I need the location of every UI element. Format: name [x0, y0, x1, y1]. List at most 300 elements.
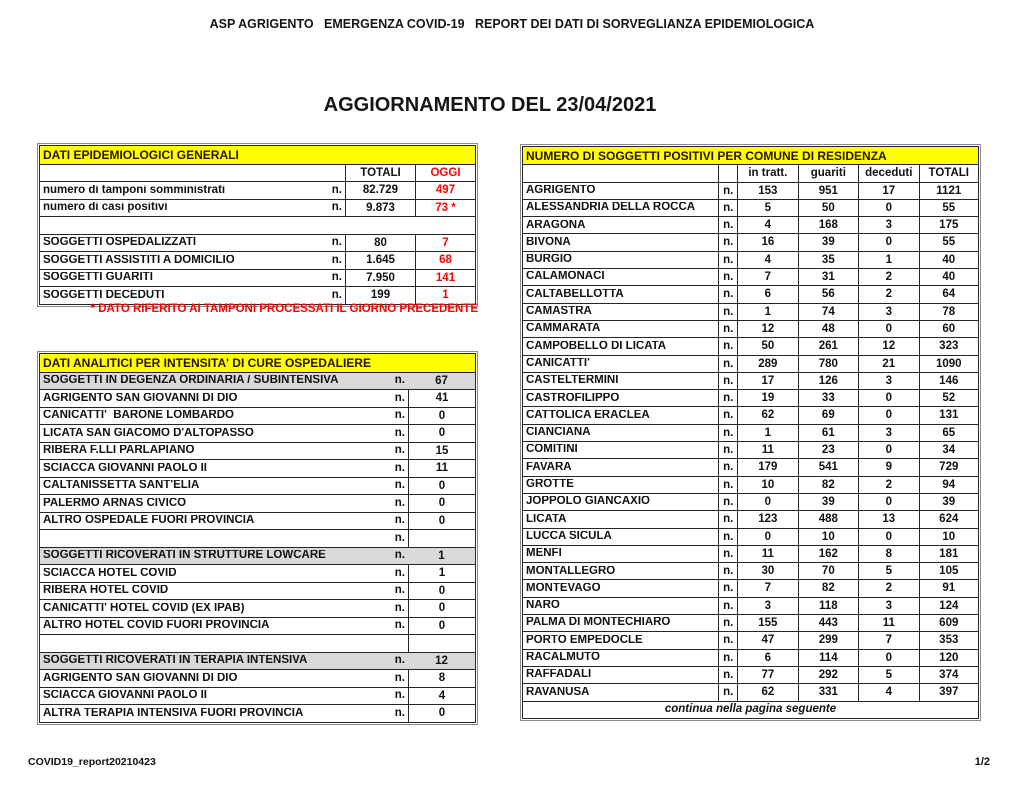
n-prefix: n. [331, 254, 342, 266]
guariti-value: 10 [798, 529, 858, 545]
deceduti-value: 0 [858, 407, 918, 423]
totali-value: 729 [919, 459, 978, 475]
tamponi-footnote: * DATO RIFERITO AI TAMPONI PROCESSATI IL GIORNO PRECEDENTE [90, 303, 478, 315]
guariti-value: 39 [798, 234, 858, 250]
table-row [523, 320, 978, 337]
table-row [40, 216, 475, 234]
table-row [40, 704, 475, 722]
table-row [523, 476, 978, 493]
hospital-care-intensity-table-grid [39, 353, 476, 723]
n-prefix: n. [394, 672, 405, 684]
n-prefix: n. [394, 690, 405, 701]
guariti-value: 39 [798, 494, 858, 510]
row-value: 1 [408, 565, 475, 582]
row-label-cell [40, 688, 408, 705]
comune-name: CAMMARATA [526, 323, 601, 335]
totali-value: 374 [919, 667, 978, 683]
table-row [523, 372, 978, 389]
comune-name: ALESSANDRIA DELLA ROCCA [526, 202, 696, 214]
table-row [40, 564, 475, 582]
table-row [40, 442, 475, 460]
comune-name-cell [523, 425, 718, 441]
row-label: AGRIGENTO SAN GIOVANNI DI DIO [43, 392, 238, 404]
n-prefix: n. [394, 707, 405, 719]
in-tratt-value: 7 [737, 269, 797, 285]
totali-value: 7.950 [345, 270, 415, 287]
row-value: 12 [435, 654, 448, 667]
table-row [523, 562, 978, 579]
comune-name: MENFI [526, 548, 562, 560]
row-label-cell [40, 513, 408, 530]
deceduti-value: 2 [858, 580, 918, 596]
in-tratt-value: 0 [737, 494, 797, 510]
row-label: numero di tamponi somministrati [43, 184, 226, 196]
n-prefix: n. [718, 459, 737, 475]
deceduti-value: 0 [858, 494, 918, 510]
in-tratt-value: 4 [737, 217, 797, 233]
deceduti-value: 5 [858, 667, 918, 683]
totali-column-header: TOTALI [345, 165, 415, 182]
row-value: 11 [408, 460, 475, 477]
row-label: SOGGETTI GUARITI [43, 272, 153, 283]
row-label-cell [40, 373, 408, 390]
n-prefix: n. [394, 602, 405, 614]
deceduti-value: 0 [858, 390, 918, 406]
n-prefix: n. [718, 304, 737, 320]
comune-name: COMITINI [526, 444, 578, 456]
comune-name: LICATA [526, 513, 567, 525]
n-prefix: n. [394, 497, 405, 509]
table-row [40, 372, 475, 390]
row-label: ALTRO OSPEDALE FUORI PROVINCIA [43, 515, 255, 526]
guariti-value: 331 [798, 684, 858, 700]
in-tratt-value: 153 [737, 183, 797, 199]
guariti-value: 168 [798, 217, 858, 233]
n-prefix: n. [718, 338, 737, 354]
comune-name: BIVONA [526, 236, 571, 248]
comune-name: CAMASTRA [526, 306, 592, 318]
deceduti-value: 5 [858, 563, 918, 579]
totali-value: 91 [919, 580, 978, 596]
guariti-value: 126 [798, 373, 858, 389]
guariti-value: 82 [798, 477, 858, 493]
comune-name: GROTTE [526, 479, 574, 491]
totali-value: 34 [919, 442, 978, 458]
table-row [523, 493, 978, 510]
comune-name-cell [523, 407, 718, 423]
comune-name: NARO [526, 600, 560, 612]
deceduti-value: 13 [858, 511, 918, 527]
row-label: ALTRA TERAPIA INTENSIVA FUORI PROVINCIA [43, 707, 304, 719]
guariti-value: 69 [798, 407, 858, 423]
n-prefix: n. [718, 580, 737, 596]
guariti-value: 56 [798, 286, 858, 302]
totali-value: 60 [919, 321, 978, 337]
row-label-cell [40, 565, 408, 582]
comune-name-cell [523, 494, 718, 510]
guariti-value: 780 [798, 356, 858, 372]
n-prefix: n. [718, 252, 737, 268]
table-row [523, 268, 978, 285]
comune-name-cell [523, 546, 718, 562]
n-prefix: n. [718, 321, 737, 337]
deceduti-value: 8 [858, 546, 918, 562]
comune-name: PORTO EMPEDOCLE [526, 634, 643, 646]
table-row [523, 285, 978, 302]
totali-value: 40 [919, 252, 978, 268]
page-title: AGGIORNAMENTO DEL 23/04/2021 [323, 94, 657, 116]
row-label: SOGGETTI ASSISTITI A DOMICILIO [43, 254, 235, 266]
table-row [523, 182, 978, 199]
row-label: RIBERA HOTEL COVID [43, 585, 169, 596]
table-row [523, 545, 978, 562]
table-row [523, 441, 978, 458]
guariti-value: 261 [798, 338, 858, 354]
row-label-cell [40, 200, 345, 217]
table-row [40, 634, 475, 652]
deceduti-value: 1 [858, 252, 918, 268]
oggi-value: 497 [415, 182, 475, 199]
general-epidemiological-table [37, 143, 478, 307]
n-prefix: n. [394, 462, 405, 474]
table-row [40, 582, 475, 600]
row-value: 0 [408, 583, 475, 600]
comune-name: RACALMUTO [526, 652, 600, 663]
in-tratt-value: 11 [737, 546, 797, 562]
table-header-row [40, 164, 475, 182]
comune-name: CALTABELLOTTA [526, 288, 624, 300]
row-label-cell [40, 425, 408, 442]
oggi-value: 68 [415, 252, 475, 269]
table-row [40, 477, 475, 495]
n-prefix: n. [718, 511, 737, 527]
guariti-value: 162 [798, 546, 858, 562]
comune-name-cell [523, 632, 718, 648]
row-label: numero di casi positivi [43, 202, 168, 213]
row-value [408, 530, 475, 547]
comune-name-cell [523, 650, 718, 666]
row-value: 0 [408, 478, 475, 495]
comune-name-cell [523, 667, 718, 683]
comune-name: LUCCA SICULA [526, 530, 612, 542]
in-tratt-value: 123 [737, 511, 797, 527]
row-label: CANICATTI' HOTEL COVID (EX IPAB) [43, 602, 245, 614]
row-label: SCIACCA HOTEL COVID [43, 567, 177, 579]
totali-value: 353 [919, 632, 978, 648]
row-label-cell [40, 653, 408, 670]
deceduti-value: 0 [858, 650, 918, 666]
comune-name-cell [523, 529, 718, 545]
table-row [40, 599, 475, 617]
header-label-cell [40, 165, 345, 182]
row-label-cell [40, 548, 408, 565]
comune-name: MONTEVAGO [526, 582, 601, 594]
comune-name-cell [523, 511, 718, 527]
row-value: 0 [408, 705, 475, 722]
row-label: ALTRO HOTEL COVID FUORI PROVINCIA [43, 620, 270, 631]
in-tratt-value: 6 [737, 286, 797, 302]
n-prefix: n. [331, 184, 342, 196]
column-header: deceduti [858, 165, 918, 181]
n-prefix: n. [718, 494, 737, 510]
oggi-column-header: OGGI [415, 165, 475, 182]
table-row [523, 666, 978, 683]
table-row [523, 528, 978, 545]
n-prefix: n. [718, 442, 737, 458]
n-prefix: n. [394, 410, 405, 421]
n-prefix: n. [718, 546, 737, 562]
table-row [40, 199, 475, 217]
n-prefix: n. [718, 200, 737, 216]
table-row [40, 652, 475, 670]
comune-name: CIANCIANA [526, 427, 591, 439]
comune-name: BURGIO [526, 254, 572, 266]
guariti-value: 292 [798, 667, 858, 683]
guariti-value: 61 [798, 425, 858, 441]
n-prefix: n. [394, 515, 405, 526]
totali-value: 120 [919, 650, 978, 666]
n-prefix: n. [718, 563, 737, 579]
row-label-cell [40, 443, 408, 460]
row-label-cell [40, 530, 408, 547]
comune-name: ARAGONA [526, 219, 586, 231]
in-tratt-value: 77 [737, 667, 797, 683]
guariti-value: 299 [798, 632, 858, 648]
in-tratt-value: 10 [737, 477, 797, 493]
row-label-cell [40, 670, 408, 687]
totali-value: 105 [919, 563, 978, 579]
row-value: 0 [408, 408, 475, 425]
row-value: 4 [408, 688, 475, 705]
in-tratt-value: 3 [737, 598, 797, 614]
table-row [523, 424, 978, 441]
totali-value: 397 [919, 684, 978, 700]
n-prefix: n. [394, 585, 405, 596]
guariti-value: 35 [798, 252, 858, 268]
table-row [40, 547, 475, 565]
row-value: 0 [408, 600, 475, 617]
continuation-note: continua nella pagina seguente [523, 701, 978, 718]
deceduti-value: 0 [858, 234, 918, 250]
row-label: SOGGETTI DECEDUTI [43, 289, 165, 301]
table-row [523, 649, 978, 666]
guariti-value: 82 [798, 580, 858, 596]
deceduti-value: 7 [858, 632, 918, 648]
totali-value: 1090 [919, 356, 978, 372]
comune-name-cell [523, 684, 718, 700]
table-row [40, 669, 475, 687]
comune-name-cell [523, 304, 718, 320]
guariti-value: 70 [798, 563, 858, 579]
in-tratt-value: 5 [737, 200, 797, 216]
in-tratt-value: 19 [737, 390, 797, 406]
comune-name-cell [523, 390, 718, 406]
column-header: in tratt. [737, 165, 797, 181]
totali-value: 131 [919, 407, 978, 423]
totali-value: 65 [919, 425, 978, 441]
guariti-value: 541 [798, 459, 858, 475]
totali-value: 146 [919, 373, 978, 389]
oggi-value: 7 [415, 235, 475, 252]
row-label: LICATA SAN GIACOMO D'ALTOPASSO [43, 427, 254, 439]
oggi-value: 141 [415, 270, 475, 287]
comune-name-cell [523, 563, 718, 579]
row-label-cell [40, 600, 408, 617]
table-row [523, 614, 978, 631]
deceduti-value: 11 [858, 615, 918, 631]
row-label: SCIACCA GIOVANNI PAOLO II [43, 462, 207, 474]
totali-value: 55 [919, 234, 978, 250]
comune-name: AGRIGENTO [526, 184, 596, 196]
guariti-value: 50 [798, 200, 858, 216]
deceduti-value: 9 [858, 459, 918, 475]
guariti-value: 488 [798, 511, 858, 527]
n-prefix: n. [718, 684, 737, 700]
table-row [40, 529, 475, 547]
row-label-cell [40, 235, 345, 252]
comune-name-cell [523, 200, 718, 216]
totali-value: 55 [919, 200, 978, 216]
guariti-value: 118 [798, 598, 858, 614]
comune-name-cell [523, 580, 718, 596]
general-epidemiological-table-grid [39, 145, 476, 305]
header-n-cell [718, 165, 737, 181]
table-row [40, 389, 475, 407]
table-row [40, 512, 475, 530]
n-prefix: n. [394, 427, 405, 439]
comune-name-cell [523, 321, 718, 337]
in-tratt-value: 7 [737, 580, 797, 596]
n-prefix: n. [718, 356, 737, 372]
row-label-cell [40, 270, 345, 287]
totali-value: 52 [919, 390, 978, 406]
n-prefix: n. [394, 567, 405, 579]
n-prefix: n. [331, 237, 342, 248]
row-label-cell [40, 390, 408, 407]
n-prefix: n. [718, 217, 737, 233]
comune-name-cell [523, 356, 718, 372]
guariti-value: 31 [798, 269, 858, 285]
table-title: NUMERO DI SOGGETTI POSITIVI PER COMUNE DI RESIDENZA [523, 147, 978, 164]
header-comune-cell [523, 165, 718, 181]
row-value: 0 [408, 495, 475, 512]
comune-name: CALAMONACI [526, 271, 605, 283]
totali-value: 78 [919, 304, 978, 320]
row-label: SOGGETTI IN DEGENZA ORDINARIA / SUBINTENSIVA [43, 375, 339, 386]
comune-name-cell [523, 234, 718, 250]
totali-value: 10 [919, 529, 978, 545]
row-label: CANICATTI' BARONE LOMBARDO [43, 410, 234, 421]
row-label-cell [40, 583, 408, 600]
totali-value: 175 [919, 217, 978, 233]
table-row [523, 216, 978, 233]
comune-name: CASTELTERMINI [526, 375, 619, 387]
row-label: RIBERA F.LLI PARLAPIANO [43, 445, 195, 456]
in-tratt-value: 30 [737, 563, 797, 579]
deceduti-value: 3 [858, 425, 918, 441]
table-row [40, 687, 475, 705]
deceduti-value: 3 [858, 304, 918, 320]
table-row [40, 407, 475, 425]
deceduti-value: 12 [858, 338, 918, 354]
deceduti-value: 0 [858, 529, 918, 545]
row-value: 8 [408, 670, 475, 687]
deceduti-value: 3 [858, 598, 918, 614]
guariti-value: 48 [798, 321, 858, 337]
in-tratt-value: 16 [737, 234, 797, 250]
row-label: SOGGETTI RICOVERATI IN STRUTTURE LOWCARE [43, 550, 326, 561]
n-prefix: n. [394, 550, 405, 561]
deceduti-value: 0 [858, 200, 918, 216]
table-row [523, 579, 978, 596]
comune-name: CATTOLICA ERACLEA [526, 409, 650, 421]
comune-name: PALMA DI MONTECHIARO [526, 617, 671, 629]
row-label-cell [40, 495, 408, 512]
guariti-value: 33 [798, 390, 858, 406]
comune-name-cell [523, 252, 718, 268]
totali-value: 609 [919, 615, 978, 631]
column-header: guariti [798, 165, 858, 181]
deceduti-value: 4 [858, 684, 918, 700]
n-prefix: n. [331, 202, 342, 213]
table-row [523, 355, 978, 372]
table-title: DATI EPIDEMIOLOGICI GENERALI [40, 146, 475, 164]
n-prefix: n. [718, 529, 737, 545]
hospital-care-intensity-table [37, 351, 478, 725]
table-row [523, 458, 978, 475]
guariti-value: 74 [798, 304, 858, 320]
n-prefix: n. [718, 407, 737, 423]
row-label: SOGGETTI OSPEDALIZZATI [43, 237, 197, 248]
in-tratt-value: 62 [737, 407, 797, 423]
totali-value: 124 [919, 598, 978, 614]
n-prefix: n. [718, 650, 737, 666]
comune-name-cell [523, 373, 718, 389]
comune-name: CANICATTI' [526, 357, 590, 369]
totali-value: 1.645 [345, 252, 415, 269]
positives-by-comune-table [520, 144, 981, 721]
table-row [523, 510, 978, 527]
table-row [40, 251, 475, 269]
in-tratt-value: 155 [737, 615, 797, 631]
guariti-value: 443 [798, 615, 858, 631]
row-label-cell [40, 460, 408, 477]
row-label-cell [40, 287, 345, 304]
n-prefix: n. [394, 532, 405, 544]
table-row [523, 406, 978, 423]
row-label: PALERMO ARNAS CIVICO [43, 497, 187, 509]
totali-value: 323 [919, 338, 978, 354]
deceduti-value: 3 [858, 217, 918, 233]
row-value: 67 [435, 374, 448, 387]
oggi-value: 73 * [415, 200, 475, 217]
totali-value: 82.729 [345, 182, 415, 199]
deceduti-value: 2 [858, 269, 918, 285]
n-prefix: n. [394, 620, 405, 631]
comune-name: MONTALLEGRO [526, 565, 616, 577]
row-label-cell [40, 618, 408, 635]
table-row [523, 389, 978, 406]
row-value: 0 [408, 618, 475, 635]
n-prefix: n. [718, 183, 737, 199]
n-prefix: n. [718, 632, 737, 648]
table-row [40, 234, 475, 252]
table-row [523, 683, 978, 700]
row-label: CALTANISSETTA SANT'ELIA [43, 480, 200, 491]
table-row [523, 631, 978, 648]
comune-name: CAMPOBELLO DI LICATA [526, 340, 667, 352]
totali-value: 181 [919, 546, 978, 562]
